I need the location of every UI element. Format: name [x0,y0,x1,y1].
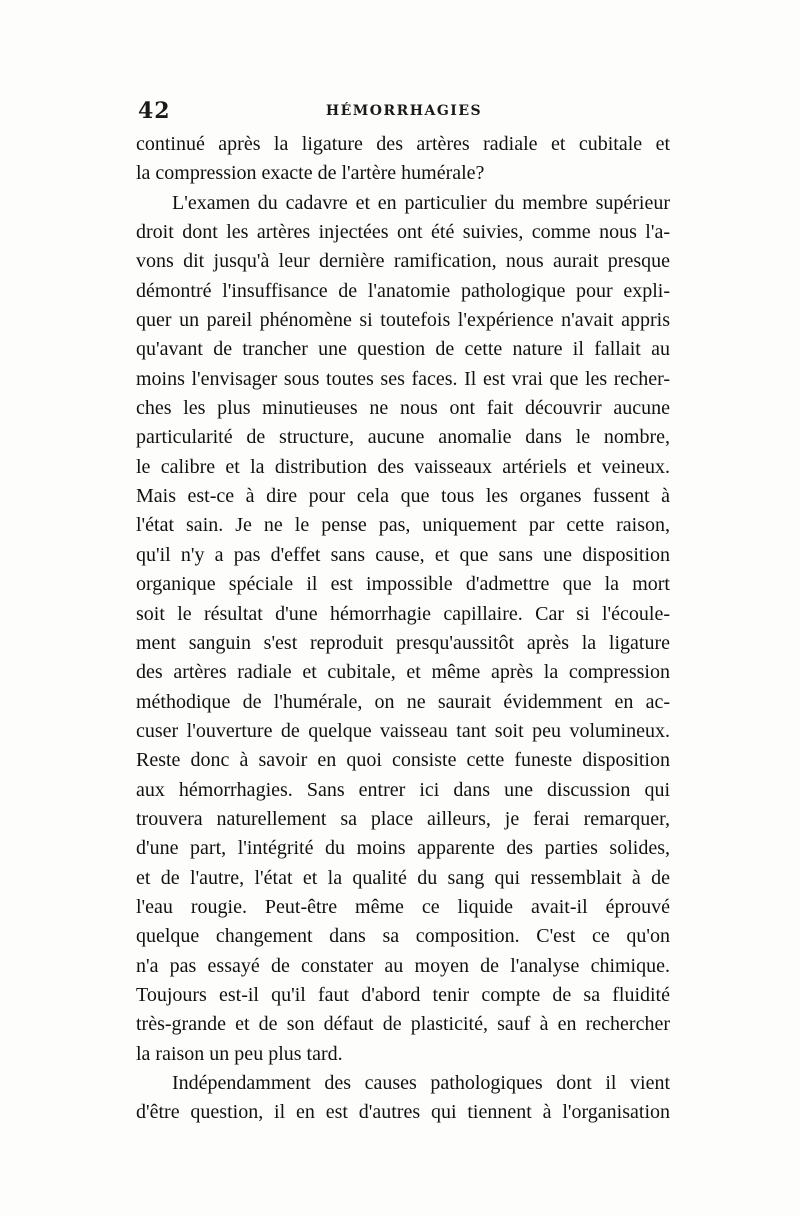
text-line: d'être question, il en est d'autres qui tiennent à l'organisation [136,1101,670,1124]
text-line: continué après la ligature des artères radiale et cubitale et [136,133,670,155]
text-line: organique spéciale il est impossible d'admettre que la mort [136,573,670,596]
text-line: trouvera naturellement sa place ailleurs, je ferai remarquer, [136,807,670,830]
text-line: aux hémorrhagies. Sans entrer ici dans une discussion qui [136,778,670,801]
text-line: Reste donc à savoir en quoi consiste cette funeste disposition [136,749,670,772]
text-line: cuser l'ouverture de quelque vaisseau tant soit peu volumineux. [136,719,670,742]
body-text [136,130,670,1128]
text-line: et de l'autre, l'état et la qualité du sang qui ressemblait à de [136,866,670,889]
text-line: des artères radiale et cubitale, et même après la compression [136,661,670,684]
page-number: 42 [138,98,171,124]
text-line: moins l'envisager sous toutes ses faces. Il est vrai que les recher- [136,367,670,390]
text-line: l'eau rougie. Peut-être même ce liquide avait-il éprouvé [136,895,670,918]
text-line: la compression exacte de l'artère humérale? [136,162,485,185]
text-line: L'examen du cadavre et en particulier du membre supérieur [172,191,670,214]
text-line: Mais est-ce à dire pour cela que tous les organes fussent à [136,485,670,508]
text-line: méthodique de l'humérale, on ne saurait évidemment en ac- [136,690,670,713]
page-header [138,98,670,128]
text-line: qu'avant de trancher une question de cette nature il fallait au [136,338,670,361]
text-line: vons dit jusqu'à leur dernière ramification, nous aurait presque [136,250,670,273]
text-line: démontré l'insuffisance de l'anatomie pathologique pour expli- [136,279,670,302]
text-line: n'a pas essayé de constater au moyen de l'analyse chimique. [136,954,670,977]
running-title: HÉMORRHAGIES [325,103,483,119]
text-line: quelque changement dans sa composition. C'est ce qu'on [136,925,670,948]
text-line: qu'il n'y a pas d'effet sans cause, et que sans une disposition [136,543,670,566]
text-line: droit dont les artères injectées ont été suivies, comme nous l'a- [136,221,670,244]
text-line: le calibre et la distribution des vaisseaux artériels et veineux. [136,455,670,478]
text-line: très-grande et de son défaut de plasticité, sauf à en rechercher [136,1013,670,1036]
text-line: soit le résultat d'une hémorrhagie capillaire. Car si l'écoule- [136,602,670,625]
text-line: d'une part, l'intégrité du moins apparente des parties solides, [136,837,670,860]
text-line: Indépendamment des causes pathologiques dont il vient [172,1072,670,1094]
text-line: quer un pareil phénomène si toutefois l'expérience n'avait appris [136,309,670,332]
text-line: l'état sain. Je ne le pense pas, uniquement par cette raison, [136,514,670,537]
text-line: particularité de structure, aucune anomalie dans le nombre, [136,426,670,449]
text-line: la raison un peu plus tard. [136,1042,343,1065]
text-line: ment sanguin s'est reproduit presqu'aussitôt après la ligature [136,631,670,654]
text-line: Toujours est-il qu'il faut d'abord tenir compte de sa fluidité [136,983,670,1006]
text-line: ches les plus minutieuses ne nous ont fait découvrir aucune [136,397,670,420]
